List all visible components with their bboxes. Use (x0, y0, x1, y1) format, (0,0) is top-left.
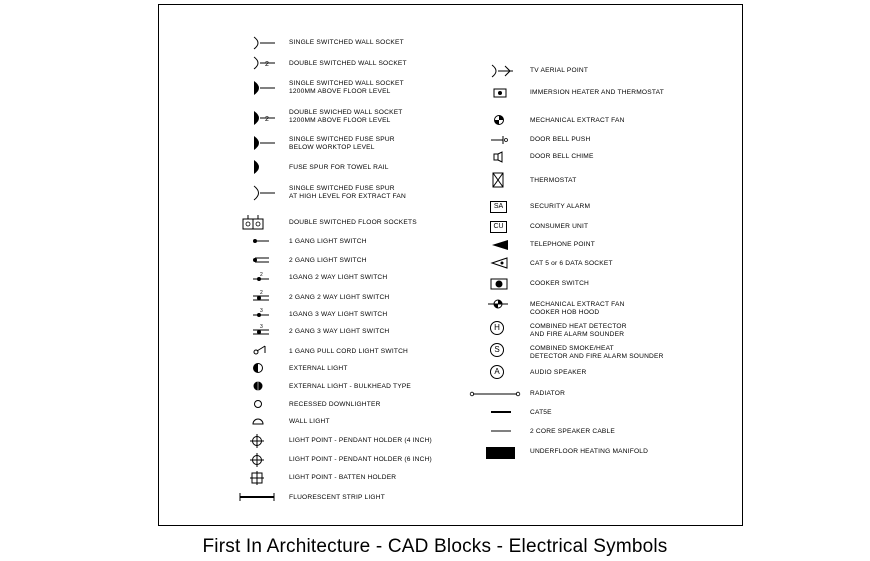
external-light-icon (251, 362, 265, 374)
label-consumer-unit: CONSUMER UNIT (530, 223, 589, 230)
1-gang-switch-icon (251, 236, 271, 246)
fluorescent-strip-icon (238, 492, 276, 502)
single-switched-wall-socket-icon (251, 35, 277, 51)
label-fuse-spur-extract-fan: SINGLE SWITCHED FUSE SPUR AT HIGH LEVEL FOR EXTRACT FAN (289, 185, 406, 200)
label-double-swiched-wall-socket-1200: DOUBLE SWICHED WALL SOCKET 1200MM ABOVE FLOOR LEVEL (289, 109, 403, 124)
svg-text:3: 3 (260, 324, 263, 330)
data-socket-icon (490, 257, 510, 269)
label-security-alarm: SECURITY ALARM (530, 203, 591, 210)
tv-aerial-icon (489, 63, 515, 79)
label-fluorescent-strip: FLUORESCENT STRIP LIGHT (289, 494, 385, 501)
label-pendant-4: LIGHT POINT - PENDANT HOLDER (4 INCH) (289, 437, 432, 444)
label-2gang-2way-switch: 2 GANG 2 WAY LIGHT SWITCH (289, 294, 390, 301)
cooker-switch-icon (490, 277, 508, 291)
label-fuse-spur-towel-rail: FUSE SPUR FOR TOWEL RAIL (289, 164, 389, 171)
2-gang-switch-icon (251, 255, 271, 265)
label-pull-cord-switch: 1 GANG PULL CORD LIGHT SWITCH (289, 348, 409, 355)
pendant-6-icon (249, 452, 265, 468)
underfloor-manifold-icon (486, 447, 515, 459)
svg-text:2: 2 (260, 290, 263, 296)
label-thermostat: THERMOSTAT (530, 177, 577, 184)
label-double-floor-sockets: DOUBLE SWITCHED FLOOR SOCKETS (289, 219, 417, 226)
svg-text:2: 2 (265, 116, 269, 123)
svg-text:2: 2 (260, 272, 263, 278)
label-extract-fan: MECHANICAL EXTRACT FAN (530, 117, 625, 124)
door-bell-chime-icon (492, 151, 506, 163)
label-door-bell-chime: DOOR BELL CHIME (530, 153, 594, 160)
extract-fan-icon (492, 113, 506, 127)
fuse-spur-below-worktop-icon (251, 134, 277, 152)
label-recessed-downlighter: RECESSED DOWNLIGHTER (289, 401, 381, 408)
label-cat5e: CAT5E (530, 409, 552, 416)
radiator-icon (469, 390, 521, 398)
label-single-switched-wall-socket-1200: SINGLE SWITCHED WALL SOCKET 1200MM ABOVE FLOOR LEVEL (289, 80, 404, 95)
fuse-spur-towel-rail-icon (251, 158, 277, 176)
label-bulkhead-light: EXTERNAL LIGHT - BULKHEAD TYPE (289, 383, 412, 390)
1gang-2way-switch-icon (251, 272, 271, 284)
batten-holder-icon (249, 470, 265, 486)
consumer-unit-icon: CU (490, 221, 507, 233)
1gang-3way-switch-icon (251, 308, 271, 320)
telephone-point-icon (490, 239, 510, 251)
smoke-heat-detector-icon: S (490, 343, 504, 357)
immersion-heater-icon (492, 87, 508, 99)
label-telephone-point: TELEPHONE POINT (530, 241, 595, 248)
label-door-bell-push: DOOR BELL PUSH (530, 136, 591, 143)
thermostat-icon (492, 172, 504, 188)
label-batten-holder: LIGHT POINT - BATTEN HOLDER (289, 474, 397, 481)
cooker-hood-fan-icon (487, 297, 509, 311)
heat-detector-icon: H (490, 321, 504, 335)
label-speaker-cable: 2 CORE SPEAKER CABLE (530, 428, 615, 435)
bulkhead-light-icon (251, 380, 265, 392)
2gang-2way-switch-icon (251, 289, 271, 305)
double-switched-wall-socket-icon (251, 55, 277, 71)
label-data-socket: CAT 5 or 6 DATA SOCKET (530, 260, 613, 267)
label-fuse-spur-below-worktop: SINGLE SWITCHED FUSE SPUR BELOW WORKTOP LEVEL (289, 136, 395, 151)
label-radiator: RADIATOR (530, 390, 566, 397)
label-2-gang-switch: 2 GANG LIGHT SWITCH (289, 257, 367, 264)
label-single-switched-wall-socket: SINGLE SWITCHED WALL SOCKET (289, 39, 404, 46)
door-bell-push-icon (489, 135, 509, 145)
label-cooker-switch: COOKER SWITCH (530, 280, 590, 287)
wall-light-icon (251, 415, 265, 427)
socket-1200-icon (251, 79, 277, 97)
double-floor-sockets-icon (241, 214, 265, 230)
label-wall-light: WALL LIGHT (289, 418, 330, 425)
label-double-switched-wall-socket: DOUBLE SWITCHED WALL SOCKET (289, 60, 407, 67)
label-external-light: EXTERNAL LIGHT (289, 365, 348, 372)
svg-text:3: 3 (260, 308, 263, 314)
label-2gang-3way-switch: 2 GANG 3 WAY LIGHT SWITCH (289, 328, 390, 335)
label-audio-speaker: AUDIO SPEAKER (530, 369, 587, 376)
pendant-4-icon (249, 433, 265, 449)
recessed-downlighter-icon (251, 398, 265, 410)
page-caption: First In Architecture - CAD Blocks - Electrical Symbols (202, 536, 668, 557)
security-alarm-icon: SA (490, 201, 507, 213)
label-tv-aerial: TV AERIAL POINT (530, 67, 589, 74)
double-socket-1200-icon (251, 109, 277, 127)
label-underfloor-manifold: UNDERFLOOR HEATING MANIFOLD (530, 448, 649, 455)
label-cooker-hood-fan: MECHANICAL EXTRACT FAN COOKER HOB HOOD (530, 301, 625, 316)
cat5e-line-icon (489, 409, 513, 415)
label-1gang-2way-switch: 1GANG 2 WAY LIGHT SWITCH (289, 274, 388, 281)
label-pendant-6: LIGHT POINT - PENDANT HOLDER (6 INCH) (289, 456, 432, 463)
label-1-gang-switch: 1 GANG LIGHT SWITCH (289, 238, 367, 245)
audio-speaker-icon: A (490, 365, 504, 379)
drawing-sheet (158, 4, 743, 526)
fuse-spur-extract-fan-icon (251, 184, 277, 202)
svg-text:2: 2 (265, 61, 269, 68)
label-smoke-heat-detector: COMBINED SMOKE/HEAT DETECTOR AND FIRE ALARM SOUNDER (530, 345, 664, 360)
label-immersion-heater: IMMERSION HEATER AND THERMOSTAT (530, 89, 664, 96)
pull-cord-switch-icon (251, 344, 271, 356)
label-heat-detector: COMBINED HEAT DETECTOR AND FIRE ALARM SOUNDER (530, 323, 627, 338)
2gang-3way-switch-icon (251, 323, 271, 339)
speaker-cable-line-icon (489, 428, 513, 434)
label-1gang-3way-switch: 1GANG 3 WAY LIGHT SWITCH (289, 311, 388, 318)
